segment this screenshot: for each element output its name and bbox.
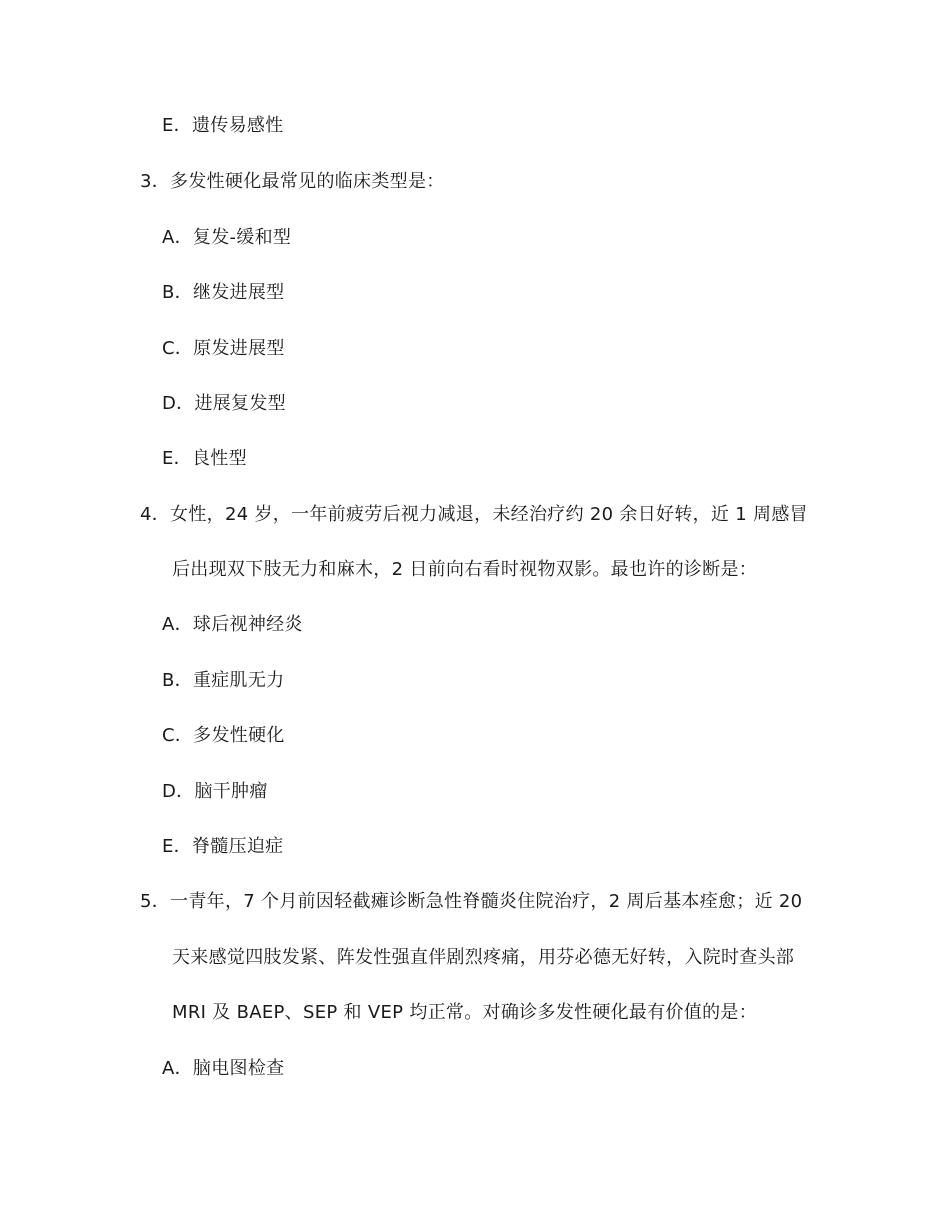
q4-stem-line2: 后出现双下肢无力和麻木，2 日前向右看时视物双影。最也许的诊断是： (172, 559, 758, 580)
q2-option-e: E．遗传易感性 (162, 115, 284, 136)
q4-option-e: E．脊髓压迫症 (162, 836, 284, 857)
q4-option-b: B．重症肌无力 (162, 670, 285, 691)
q3-option-b: B．继发进展型 (162, 282, 285, 303)
q5-stem-line1: 5．一青年，7 个月前因轻截瘫诊断急性脊髓炎住院治疗，2 周后基本痊愈；近 20 (140, 891, 803, 912)
q5-stem-line3: MRI 及 BAEP、SEP 和 VEP 均正常。对确诊多发性硬化最有价值的是： (172, 1002, 758, 1023)
q4-option-c: C．多发性硬化 (162, 725, 285, 746)
q4-option-a: A．球后视神经炎 (162, 614, 303, 635)
q3-option-d: D．进展复发型 (162, 393, 286, 414)
q3-option-e: E．良性型 (162, 448, 247, 469)
q3-option-a: A．复发-缓和型 (162, 227, 292, 248)
q4-stem-line1: 4．女性，24 岁，一年前疲劳后视力减退，未经治疗约 20 余日好转，近 1 周感冒 (140, 504, 808, 525)
q3-option-c: C．原发进展型 (162, 338, 285, 359)
q5-option-a: A．脑电图检查 (162, 1058, 285, 1079)
q5-stem-line2: 天来感觉四肢发紧、阵发性强直伴剧烈疼痛，用芬必德无好转，入院时查头部 (172, 947, 795, 968)
q3-stem: 3．多发性硬化最常见的临床类型是： (140, 171, 445, 192)
q4-option-d: D．脑干肿瘤 (162, 781, 268, 802)
